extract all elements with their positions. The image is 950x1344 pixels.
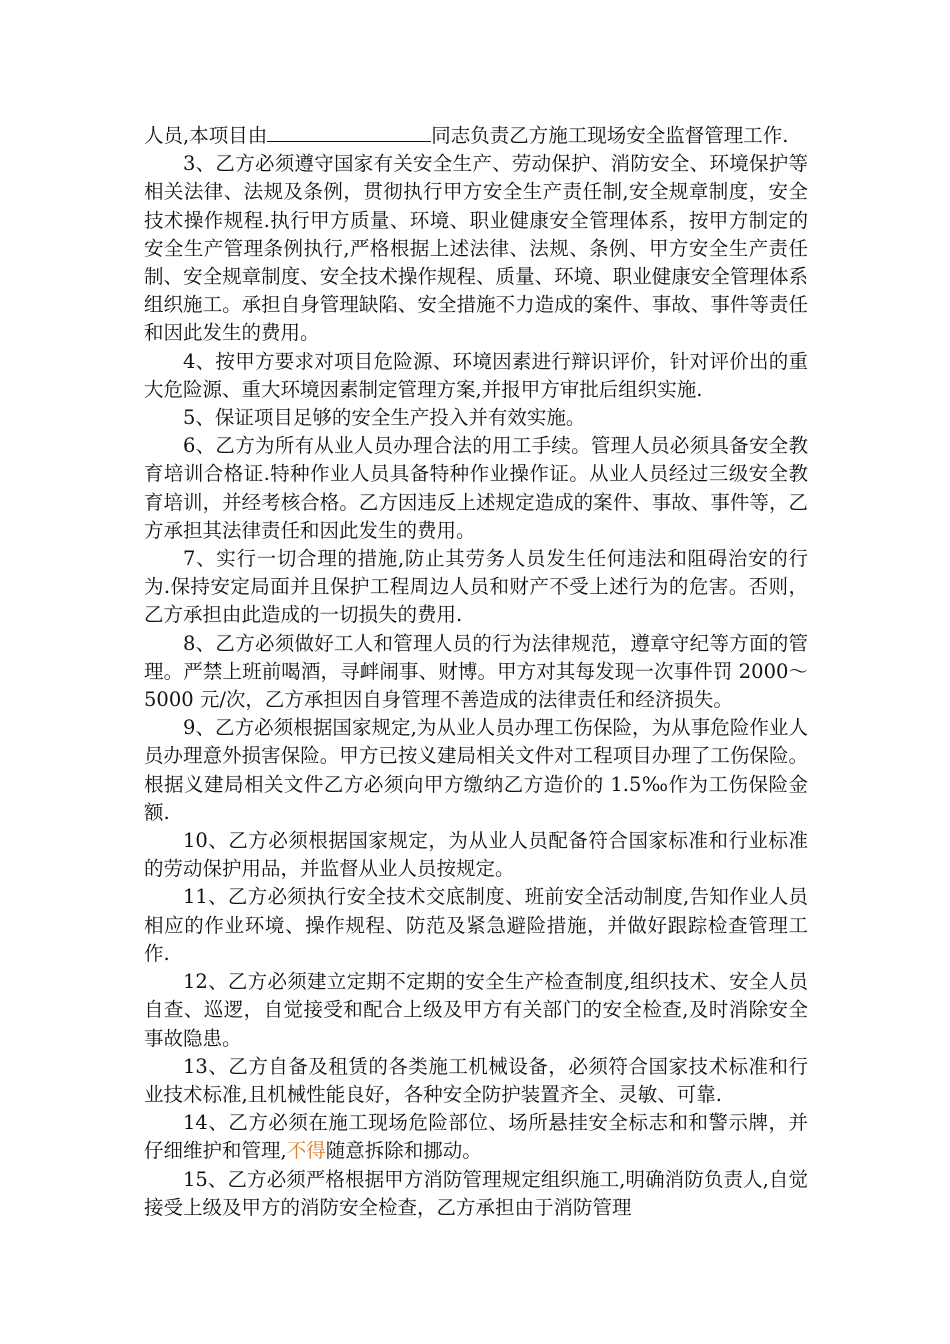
paragraph-13: 13、乙方自备及租赁的各类施工机械设备，必须符合国家技术标准和行业技术标准,且机械性能良好，各种安全防护装置齐全、灵敏、可靠. xyxy=(144,1054,808,1106)
paragraph-text: 14、乙方必须在施工现场危险部位、场所悬挂安全标志和和警示牌，并仔细维护和管理, xyxy=(144,1111,808,1163)
paragraph-3: 3、乙方必须遵守国家有关安全生产、劳动保护、消防安全、环境保护等相关法律、法规及条例，贯彻执行甲方安全生产责任制,安全规章制度，安全技术操作规程.执行甲方质量、环境、职业健康安全管理体系，按甲方制定的安全生产管理条例执行,严格根据上述法律、法规、条例、甲方安全生产责任制、安全规章制度、安全技术操作规程、质量、环境、职业健康安全管理体系组织施工。承担自身管理缺陷、安全措施不力造成的案件、事故、事件等责任和因此发生的费用。 xyxy=(144,152,808,345)
paragraph-5: 5、保证项目足够的安全生产投入并有效实施。 xyxy=(183,406,586,430)
highlighted-text: 不得 xyxy=(286,1139,326,1163)
paragraph-8: 8、乙方必须做好工人和管理人员的行为法律规范，遵章守纪等方面的管理。严禁上班前喝酒，寻衅闹事、财博。甲方对其每发现一次事件罚 2000～5000 元/次，乙方承担因自身管理不善造成的法律责任和经济损失。 xyxy=(144,631,808,712)
paragraph-14 xyxy=(144,1109,808,1165)
paragraph-4: 4、按甲方要求对项目危险源、环境因素进行辩识评价，针对评价出的重大危险源、重大环境因素制定管理方案,并报甲方审批后组织实施. xyxy=(144,349,808,401)
paragraph-text: 人员,本项目由 xyxy=(144,124,268,147)
fill-in-blank xyxy=(267,123,431,142)
paragraph-text: 随意拆除和挪动。 xyxy=(325,1139,482,1163)
paragraph-7: 7、实行一切合理的措施,防止其劳务人员发生任何违法和阻碍治安的行为.保持安定局面并且保护工程周边人员和财产不受上述行为的危害。否则，乙方承担由此造成的一切损失的费用. xyxy=(144,547,808,627)
paragraph-10: 10、乙方必须根据国家规定，为从业人员配备符合国家标准和行业标准的劳动保护用品，并监督从业人员按规定。 xyxy=(144,829,808,881)
paragraph-text: 同志负责乙方施工现场安全监督管理工作. xyxy=(431,124,789,147)
paragraph-responsible-person xyxy=(144,122,808,150)
paragraph-6: 6、乙方为所有从业人员办理合法的用工手续。管理人员必须具备安全教育培训合格证.特种作业人员具备特种作业操作证。从业人员经过三级安全教育培训，并经考核合格。乙方因违反上述规定造成的案件、事故、事件等，乙方承担其法律责任和因此发生的费用。 xyxy=(144,434,808,542)
paragraph-9: 9、乙方必须根据国家规定,为从业人员办理工伤保险，为从事危险作业人员办理意外损害保险。甲方已按义建局相关文件对工程项目办理了工伤保险。根据义建局相关文件乙方必须向甲方缴纳乙方造价的 1.5‰作为工伤保险金额. xyxy=(144,716,808,824)
paragraph-12: 12、乙方必须建立定期不定期的安全生产检查制度,组织技术、安全人员自查、巡逻，自觉接受和配合上级及甲方有关部门的安全检查,及时消除安全事故隐患。 xyxy=(144,970,808,1050)
paragraph-11: 11、乙方必须执行安全技术交底制度、班前安全活动制度,告知作业人员相应的作业环境、操作规程、防范及紧急避险措施，并做好跟踪检查管理工作. xyxy=(144,885,808,965)
paragraph-15: 15、乙方必须严格根据甲方消防管理规定组织施工,明确消防负责人,自觉接受上级及甲方的消防安全检查，乙方承担由于消防管理 xyxy=(144,1167,808,1219)
document-page xyxy=(144,122,808,1222)
